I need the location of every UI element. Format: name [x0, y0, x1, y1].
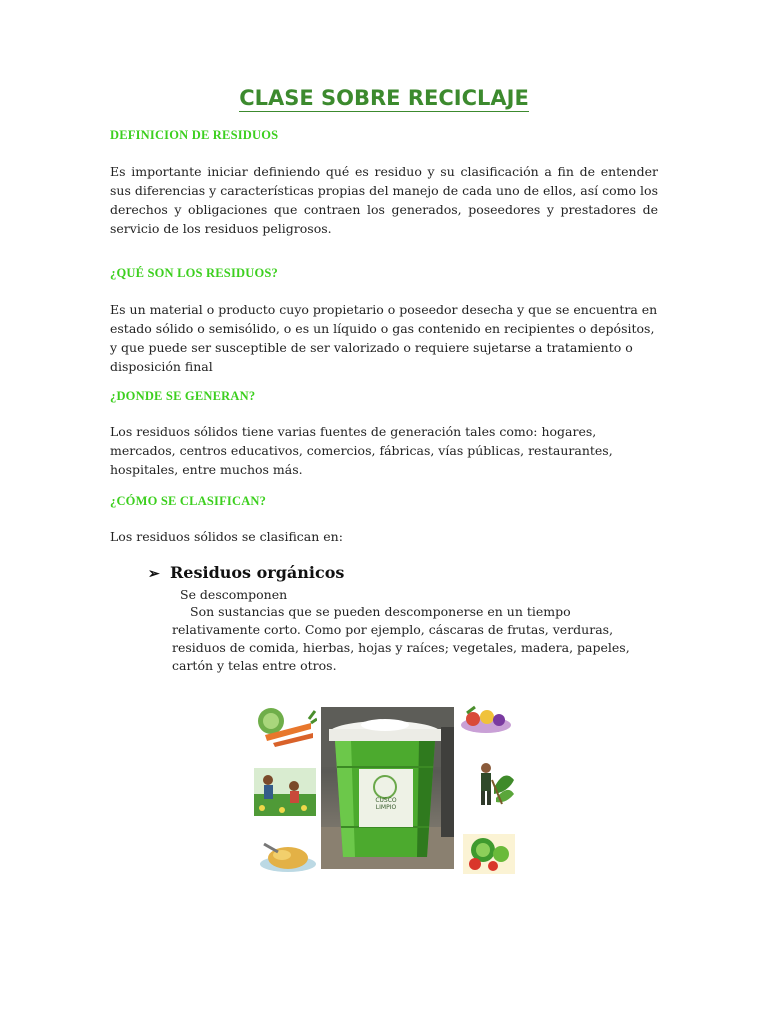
- section-text-que-son: Es un material o producto cuyo propietario o poseedor desecha y que se encuentra en estado sólido o semisólido, o es un líquido o gas contenido en recipientes o depósitos, y que puede ser susceptible de ser valorizado o requiere sujetarse a tratamiento o disposición final: [110, 302, 658, 374]
- farmers-clipart: [254, 768, 316, 816]
- section-heading-como: ¿CÓMO SE CLASIFICAN?: [110, 494, 267, 508]
- cooked-food-clipart: [258, 838, 318, 874]
- salad-clipart: [463, 834, 515, 874]
- bullet-residuos-organicos: [148, 563, 344, 582]
- page-title: CLASE SOBRE RECICLAJE: [239, 86, 529, 110]
- bin-label-text: CUSCO LIMPIO: [375, 797, 397, 811]
- vegetables-clipart: [253, 705, 317, 751]
- arrow-bullet-icon: ➢: [148, 566, 160, 582]
- section-heading-donde: ¿DONDE SE GENERAN?: [110, 389, 256, 403]
- green-compost-bin-photo: [321, 707, 454, 869]
- section-heading-que-son: ¿QUÉ SON LOS RESIDUOS?: [110, 266, 278, 280]
- section-text-donde: Los residuos sólidos tiene varias fuentes de generación tales como: hogares, mercados, centros educativos, comercios, fábricas, vías públicas, restaurantes, hospitales, entre muchos más.: [110, 424, 613, 477]
- section-text-definicion: Es importante iniciar definiendo qué es residuo y su clasificación a fin de entender sus diferencias y características propias del manejo de cada uno de ellos, así como los derechos y obligaciones que contraen los generados, poseedores y prestadores de servicio de los residuos peligrosos.: [110, 164, 658, 236]
- fruits-clipart: [459, 705, 513, 735]
- section-heading-definicion: DEFINICION DE RESIDUOS: [110, 128, 279, 142]
- bullet-title-text: Residuos orgánicos: [170, 563, 345, 582]
- bullet-description: Son sustancias que se pueden descomponerse en un tiempo relativamente corto. Como por ejemplo, cáscaras de frutas, verduras, residuos de comida, hierbas, hojas y raíces; vegetales, madera, papeles, cartón y telas entre otros.: [172, 604, 630, 673]
- bullet-subtitle: Se descomponen: [180, 587, 288, 602]
- section-text-como: Los residuos sólidos se clasifican en:: [110, 529, 343, 544]
- gardener-clipart: [466, 758, 516, 808]
